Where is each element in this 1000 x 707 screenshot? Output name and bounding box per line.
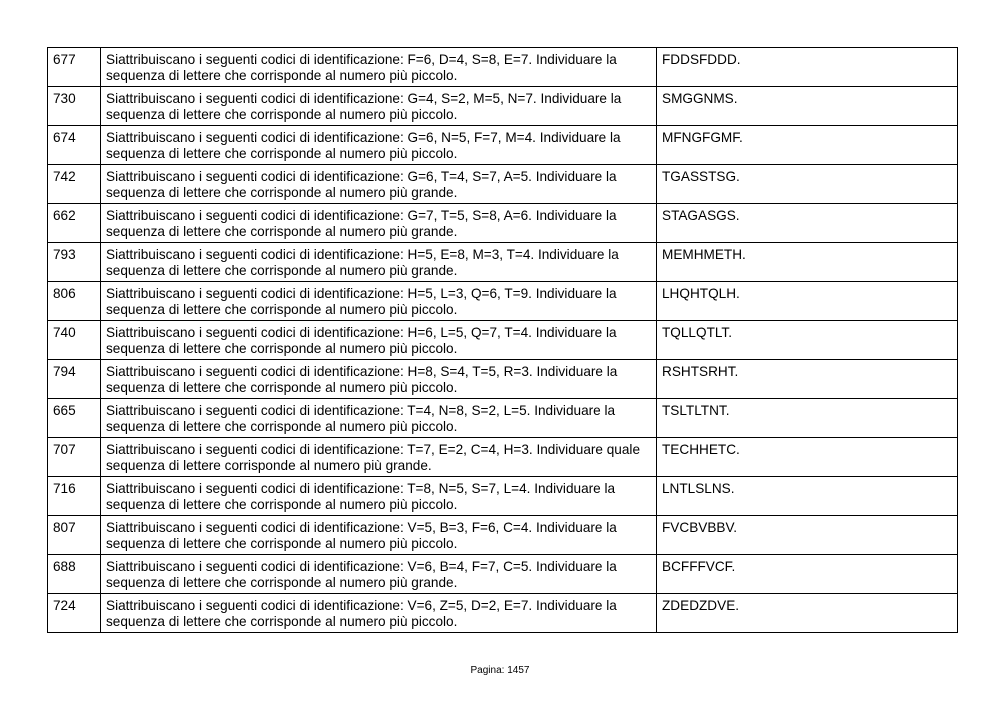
question-text: Siattribuiscano i seguenti codici di identificazione: G=7, T=5, S=8, A=6. Individuare la sequenza di lettere che corrisponde al numero più grande.: [101, 204, 657, 243]
table-row: [48, 204, 958, 243]
question-text: Siattribuiscano i seguenti codici di identificazione: F=6, D=4, S=8, E=7. Individuare la sequenza di lettere che corrisponde al numero più piccolo.: [101, 48, 657, 87]
table-row: [48, 126, 958, 165]
question-number: 793: [48, 243, 101, 282]
question-number: 674: [48, 126, 101, 165]
question-number: 740: [48, 321, 101, 360]
question-text: Siattribuiscano i seguenti codici di identificazione: H=6, L=5, Q=7, T=4. Individuare la sequenza di lettere che corrisponde al numero più piccolo.: [101, 321, 657, 360]
table-row: [48, 360, 958, 399]
table-row: [48, 399, 958, 438]
table-row: [48, 516, 958, 555]
answer-text: TECHHETC.: [657, 438, 958, 477]
question-number: 806: [48, 282, 101, 321]
question-text: Siattribuiscano i seguenti codici di identificazione: V=5, B=3, F=6, C=4. Individuare la sequenza di lettere che corrisponde al numero più piccolo.: [101, 516, 657, 555]
table-row: [48, 165, 958, 204]
page-number-footer: Pagina: 1457: [470, 665, 530, 676]
question-text: Siattribuiscano i seguenti codici di identificazione: T=7, E=2, C=4, H=3. Individuare quale sequenza di lettere corrisponde al numero più grande.: [101, 438, 657, 477]
question-text: Siattribuiscano i seguenti codici di identificazione: H=5, E=8, M=3, T=4. Individuare la sequenza di lettere che corrisponde al numero più grande.: [101, 243, 657, 282]
table-row: [48, 282, 958, 321]
answer-text: STAGASGS.: [657, 204, 958, 243]
answer-text: LNTLSLNS.: [657, 477, 958, 516]
question-text: Siattribuiscano i seguenti codici di identificazione: T=8, N=5, S=7, L=4. Individuare la sequenza di lettere che corrisponde al numero più piccolo.: [101, 477, 657, 516]
question-text: Siattribuiscano i seguenti codici di identificazione: H=8, S=4, T=5, R=3. Individuare la sequenza di lettere che corrisponde al numero più piccolo.: [101, 360, 657, 399]
question-number: 794: [48, 360, 101, 399]
question-text: Siattribuiscano i seguenti codici di identificazione: G=6, T=4, S=7, A=5. Individuare la sequenza di lettere che corrisponde al numero più grande.: [101, 165, 657, 204]
table-row: [48, 321, 958, 360]
answer-text: MFNGFGMF.: [657, 126, 958, 165]
table-row: [48, 438, 958, 477]
answer-text: TGASSTSG.: [657, 165, 958, 204]
table-row: [48, 48, 958, 87]
answer-text: FDDSFDDD.: [657, 48, 958, 87]
question-number: 807: [48, 516, 101, 555]
question-text: Siattribuiscano i seguenti codici di identificazione: T=4, N=8, S=2, L=5. Individuare la sequenza di lettere che corrisponde al numero più piccolo.: [101, 399, 657, 438]
questions-table: [47, 47, 958, 633]
question-text: Siattribuiscano i seguenti codici di identificazione: G=4, S=2, M=5, N=7. Individuare la sequenza di lettere che corrisponde al numero più piccolo.: [101, 87, 657, 126]
table-row: [48, 243, 958, 282]
answer-text: LHQHTQLH.: [657, 282, 958, 321]
answer-text: FVCBVBBV.: [657, 516, 958, 555]
question-number: 707: [48, 438, 101, 477]
question-text: Siattribuiscano i seguenti codici di identificazione: V=6, Z=5, D=2, E=7. Individuare la sequenza di lettere che corrisponde al numero più piccolo.: [101, 594, 657, 633]
question-number: 716: [48, 477, 101, 516]
question-text: Siattribuiscano i seguenti codici di identificazione: H=5, L=3, Q=6, T=9. Individuare la sequenza di lettere che corrisponde al numero più piccolo.: [101, 282, 657, 321]
table-row: [48, 594, 958, 633]
question-text: Siattribuiscano i seguenti codici di identificazione: V=6, B=4, F=7, C=5. Individuare la sequenza di lettere che corrisponde al numero più grande.: [101, 555, 657, 594]
question-number: 665: [48, 399, 101, 438]
table-row: [48, 87, 958, 126]
question-number: 742: [48, 165, 101, 204]
table-row: [48, 477, 958, 516]
table-row: [48, 555, 958, 594]
question-text: Siattribuiscano i seguenti codici di identificazione: G=6, N=5, F=7, M=4. Individuare la sequenza di lettere che corrisponde al numero più piccolo.: [101, 126, 657, 165]
answer-text: TQLLQTLT.: [657, 321, 958, 360]
question-number: 662: [48, 204, 101, 243]
answer-text: SMGGNMS.: [657, 87, 958, 126]
answer-text: MEMHMETH.: [657, 243, 958, 282]
question-number: 688: [48, 555, 101, 594]
question-number: 730: [48, 87, 101, 126]
question-number: 724: [48, 594, 101, 633]
answer-text: ZDEDZDVE.: [657, 594, 958, 633]
question-number: 677: [48, 48, 101, 87]
answer-text: RSHTSRHT.: [657, 360, 958, 399]
answer-text: BCFFFVCF.: [657, 555, 958, 594]
answer-text: TSLTLTNT.: [657, 399, 958, 438]
